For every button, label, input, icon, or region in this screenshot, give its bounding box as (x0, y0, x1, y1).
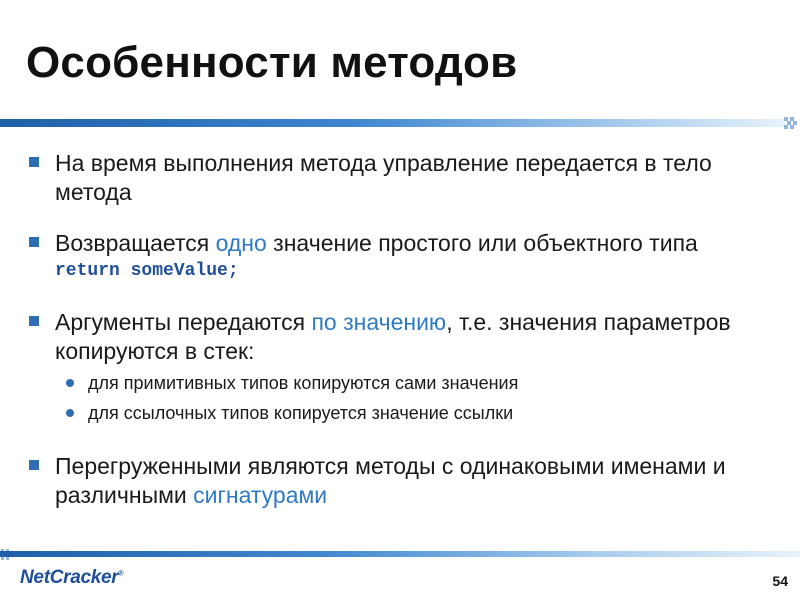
bullet-text: Перегруженными являются методы с одинаковыми именами и различными (55, 453, 726, 508)
registered-mark: ® (118, 570, 124, 578)
bullet-text: значение простого или объектного типа (266, 230, 698, 256)
sub-item-text: для примитивных типов копируются сами значения (88, 373, 519, 393)
bullet-item (27, 229, 787, 284)
bullet-item (27, 452, 787, 510)
page-number: 54 (772, 573, 788, 589)
square-bullet-icon (29, 237, 39, 247)
bullet-text: Возвращается (55, 230, 216, 256)
sub-list-item (61, 368, 787, 398)
bullet-item (27, 308, 787, 428)
bullet-item (27, 149, 787, 207)
divider-decoration (783, 116, 800, 130)
slide-title: Особенности методов (26, 38, 518, 87)
bullet-text: На время выполнения метода управление передается в тело метода (55, 150, 712, 205)
square-bullet-icon (29, 316, 39, 326)
round-bullet-icon (66, 409, 74, 417)
sub-list (55, 368, 787, 428)
sub-list-item (61, 398, 787, 428)
square-bullet-icon (29, 157, 39, 167)
sub-item-text: для ссылочных типов копируется значение ссылки (88, 403, 514, 423)
slide-content (27, 149, 787, 510)
code-snippet: return someValue; (55, 261, 239, 281)
highlighted-term: одно (215, 230, 267, 256)
round-bullet-icon (66, 379, 74, 387)
netcracker-logo (20, 567, 123, 589)
logo-text: NetCracker (20, 567, 119, 588)
square-bullet-icon (29, 460, 39, 470)
bullet-text: , т.е. значения параметров копируются в стек: (55, 309, 731, 364)
highlighted-term: по значению (311, 309, 447, 335)
footer-divider-bar (0, 551, 800, 557)
highlighted-term: сигнатурами (193, 482, 328, 508)
title-divider-bar (0, 119, 785, 127)
bullet-text: Аргументы передаются (55, 309, 312, 335)
